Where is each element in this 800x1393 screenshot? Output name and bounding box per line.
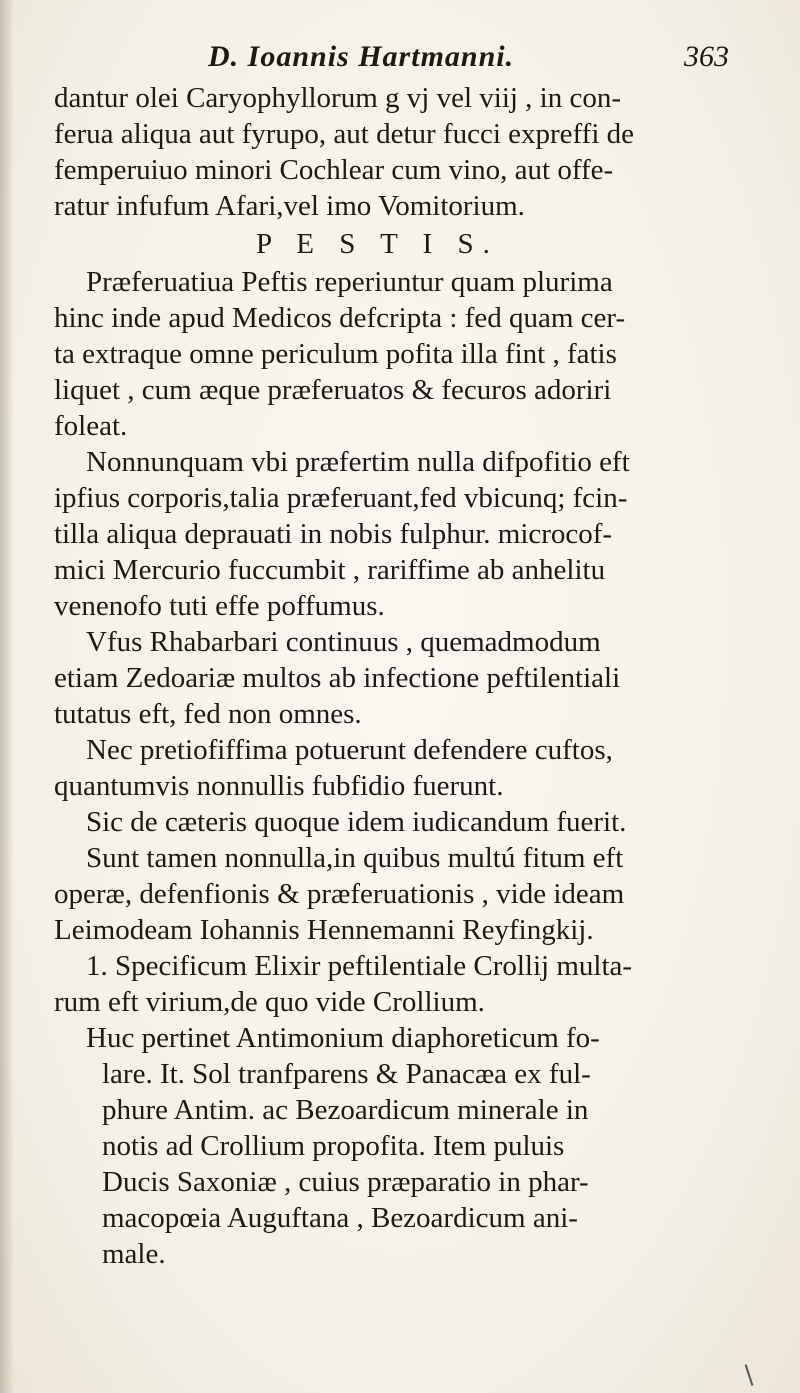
text-line: quantumvis nonnullis fubfidio fuerunt.: [54, 770, 504, 802]
ink-mark: [745, 1364, 754, 1386]
text-line: Nonnunquam vbi præfertim nulla difpofitio eft: [86, 446, 630, 478]
text-line: tutatus eft, fed non omnes.: [54, 698, 362, 730]
text-line: mici Mercurio fuccumbit , rariffime ab anhelitu: [54, 554, 606, 586]
text-line: ferua aliqua aut fyrupo, aut detur fucci expreffi de: [54, 118, 634, 150]
running-head: D. Ioannis Hartmanni.: [208, 40, 515, 73]
text-line: Ducis Saxoniæ , cuius præparatio in phar-: [102, 1166, 589, 1198]
text-line: ipfius corporis,talia præferuant,fed vbicunq; fcin-: [54, 482, 628, 514]
text-line: rum eft virium,de quo vide Crollium.: [54, 986, 485, 1018]
text-line: operæ, defenfionis & præferuationis , vide ideam: [54, 878, 625, 910]
text-line: Sunt tamen nonnulla,in quibus multú fitum eft: [86, 842, 624, 874]
text-line: macopœia Auguftana , Bezoardicum ani-: [102, 1202, 578, 1234]
text-line: Nec pretiofiffima potuerunt defendere cuftos,: [86, 734, 613, 766]
page-number: 363: [684, 40, 729, 73]
text-line: tilla aliqua deprauati in nobis fulphur. microcof-: [54, 518, 613, 550]
text-line: femperuiuo minori Cochlear cum vino, aut offe-: [54, 154, 614, 186]
text-line: venenofo tuti effe poffumus.: [54, 590, 385, 622]
text-line: dantur olei Caryophyllorum g vj vel viij , in con-: [54, 82, 622, 114]
text-line: phure Antim. ac Bezoardicum minerale in: [102, 1094, 589, 1126]
binding-shadow: [0, 0, 14, 1393]
text-line: Leimodeam Iohannis Hennemanni Reyfingkij.: [54, 914, 594, 946]
text-line: etiam Zedoariæ multos ab infectione peftilentiali: [54, 662, 621, 694]
text-line: notis ad Crollium propofita. Item puluis: [102, 1130, 565, 1162]
text-line: ratur infufum Afari,vel imo Vomitorium.: [54, 190, 525, 222]
text-line: foleat.: [54, 410, 128, 442]
text-line: Sic de cæteris quoque idem iudicandum fuerit.: [86, 806, 627, 838]
text-line: Præferuatiua Peftis reperiuntur quam plurima: [86, 266, 613, 298]
text-line: Huc pertinet Antimonium diaphoreticum fo-: [86, 1022, 600, 1054]
text-line: lare. It. Sol tranfparens & Panacæa ex ful-: [102, 1058, 591, 1090]
text-line: hinc inde apud Medicos defcripta : fed quam cer-: [54, 302, 626, 334]
text-line: Vfus Rhabarbari continuus , quemadmodum: [86, 626, 601, 658]
text-line: liquet , cum æque præferuatos & fecuros adoriri: [54, 374, 612, 406]
text-line: male.: [102, 1238, 166, 1270]
text-line: 1. Specificum Elixir peftilentiale Crollij multa-: [86, 950, 633, 982]
text-line: ta extraque omne periculum pofita illa fint , fatis: [54, 338, 617, 370]
section-heading: P E S T I S.: [256, 228, 499, 260]
